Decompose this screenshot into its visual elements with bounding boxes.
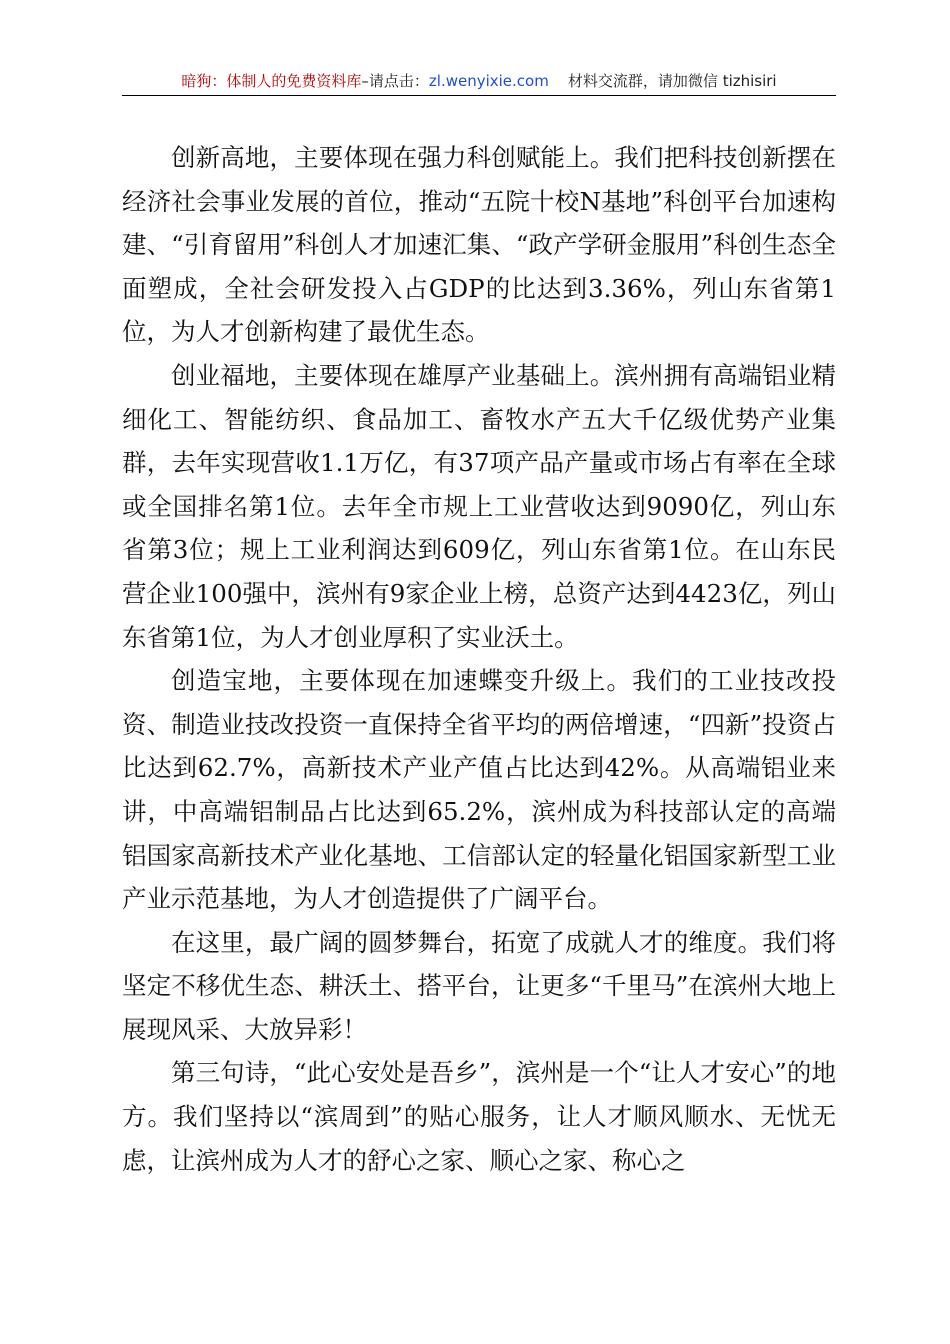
paragraph: 在这里，最广阔的圆梦舞台，拓宽了成就人才的维度。我们将坚定不移优生态、耕沃土、搭平台，让更多“千里马”在滨州大地上展现风采、大放异彩！ (122, 927, 836, 1044)
paragraph: 第三句诗，“此心安处是吾乡”，滨州是一个“让人才安心”的地方。我们坚持以“滨周到”的贴心服务，让人才顺风顺水、无忧无虑，让滨州成为人才的舒心之家、顺心之家、称心之 (122, 1058, 836, 1175)
header-divider (122, 95, 836, 96)
paragraph: 创业福地，主要体现在雄厚产业基础上。滨州拥有高端铝业精细化工、智能纺织、食品加工、畜牧水产五大千亿级优势产业集群，去年实现营收1.1万亿，有37项产品产量或市场占有率在全球或全国排名第1位。去年全市规上工业营收达到9090亿，列山东省第3位；规上工业利润达到609亿，列山东省第1位。在山东民营企业100强中，滨州有9家企业上榜，总资产达到4423亿，列山东省第1位，为人才创业厚积了实业沃土。 (122, 360, 836, 652)
page-header (122, 66, 836, 96)
paragraph: 创造宝地，主要体现在加速蝶变升级上。我们的工业技改投资、制造业技改投资一直保持全省平均的两倍增速，“四新”投资占比达到62.7%，高新技术产业产值占比达到42%。从高端铝业来讲，中高端铝制品占比达到65.2%，滨州成为科技部认定的高端铝国家高新技术产业化基地、工信部认定的轻量化铝国家新型工业产业示范基地，为人才创造提供了广阔平台。 (122, 666, 836, 914)
header-contact: 材料交流群，请加微信 tizhisiri (567, 72, 777, 90)
header-prompt: –请点击： (361, 72, 429, 90)
header-link[interactable]: zl.wenyixie.com (428, 72, 549, 90)
header-brand: 暗狗：体制人的免费资料库 (181, 72, 362, 90)
paragraph: 创新高地，主要体现在强力科创赋能上。我们把科技创新摆在经济社会事业发展的首位，推动“五院十校N基地”科创平台加速构建、“引育留用”科创人才加速汇集、“政产学研金服用”科创生态全面塑成，全社会研发投入占GDP的比达到3.36%，列山东省第1位，为人才创新构建了最优生态。 (122, 143, 836, 347)
document-body (122, 136, 836, 1182)
